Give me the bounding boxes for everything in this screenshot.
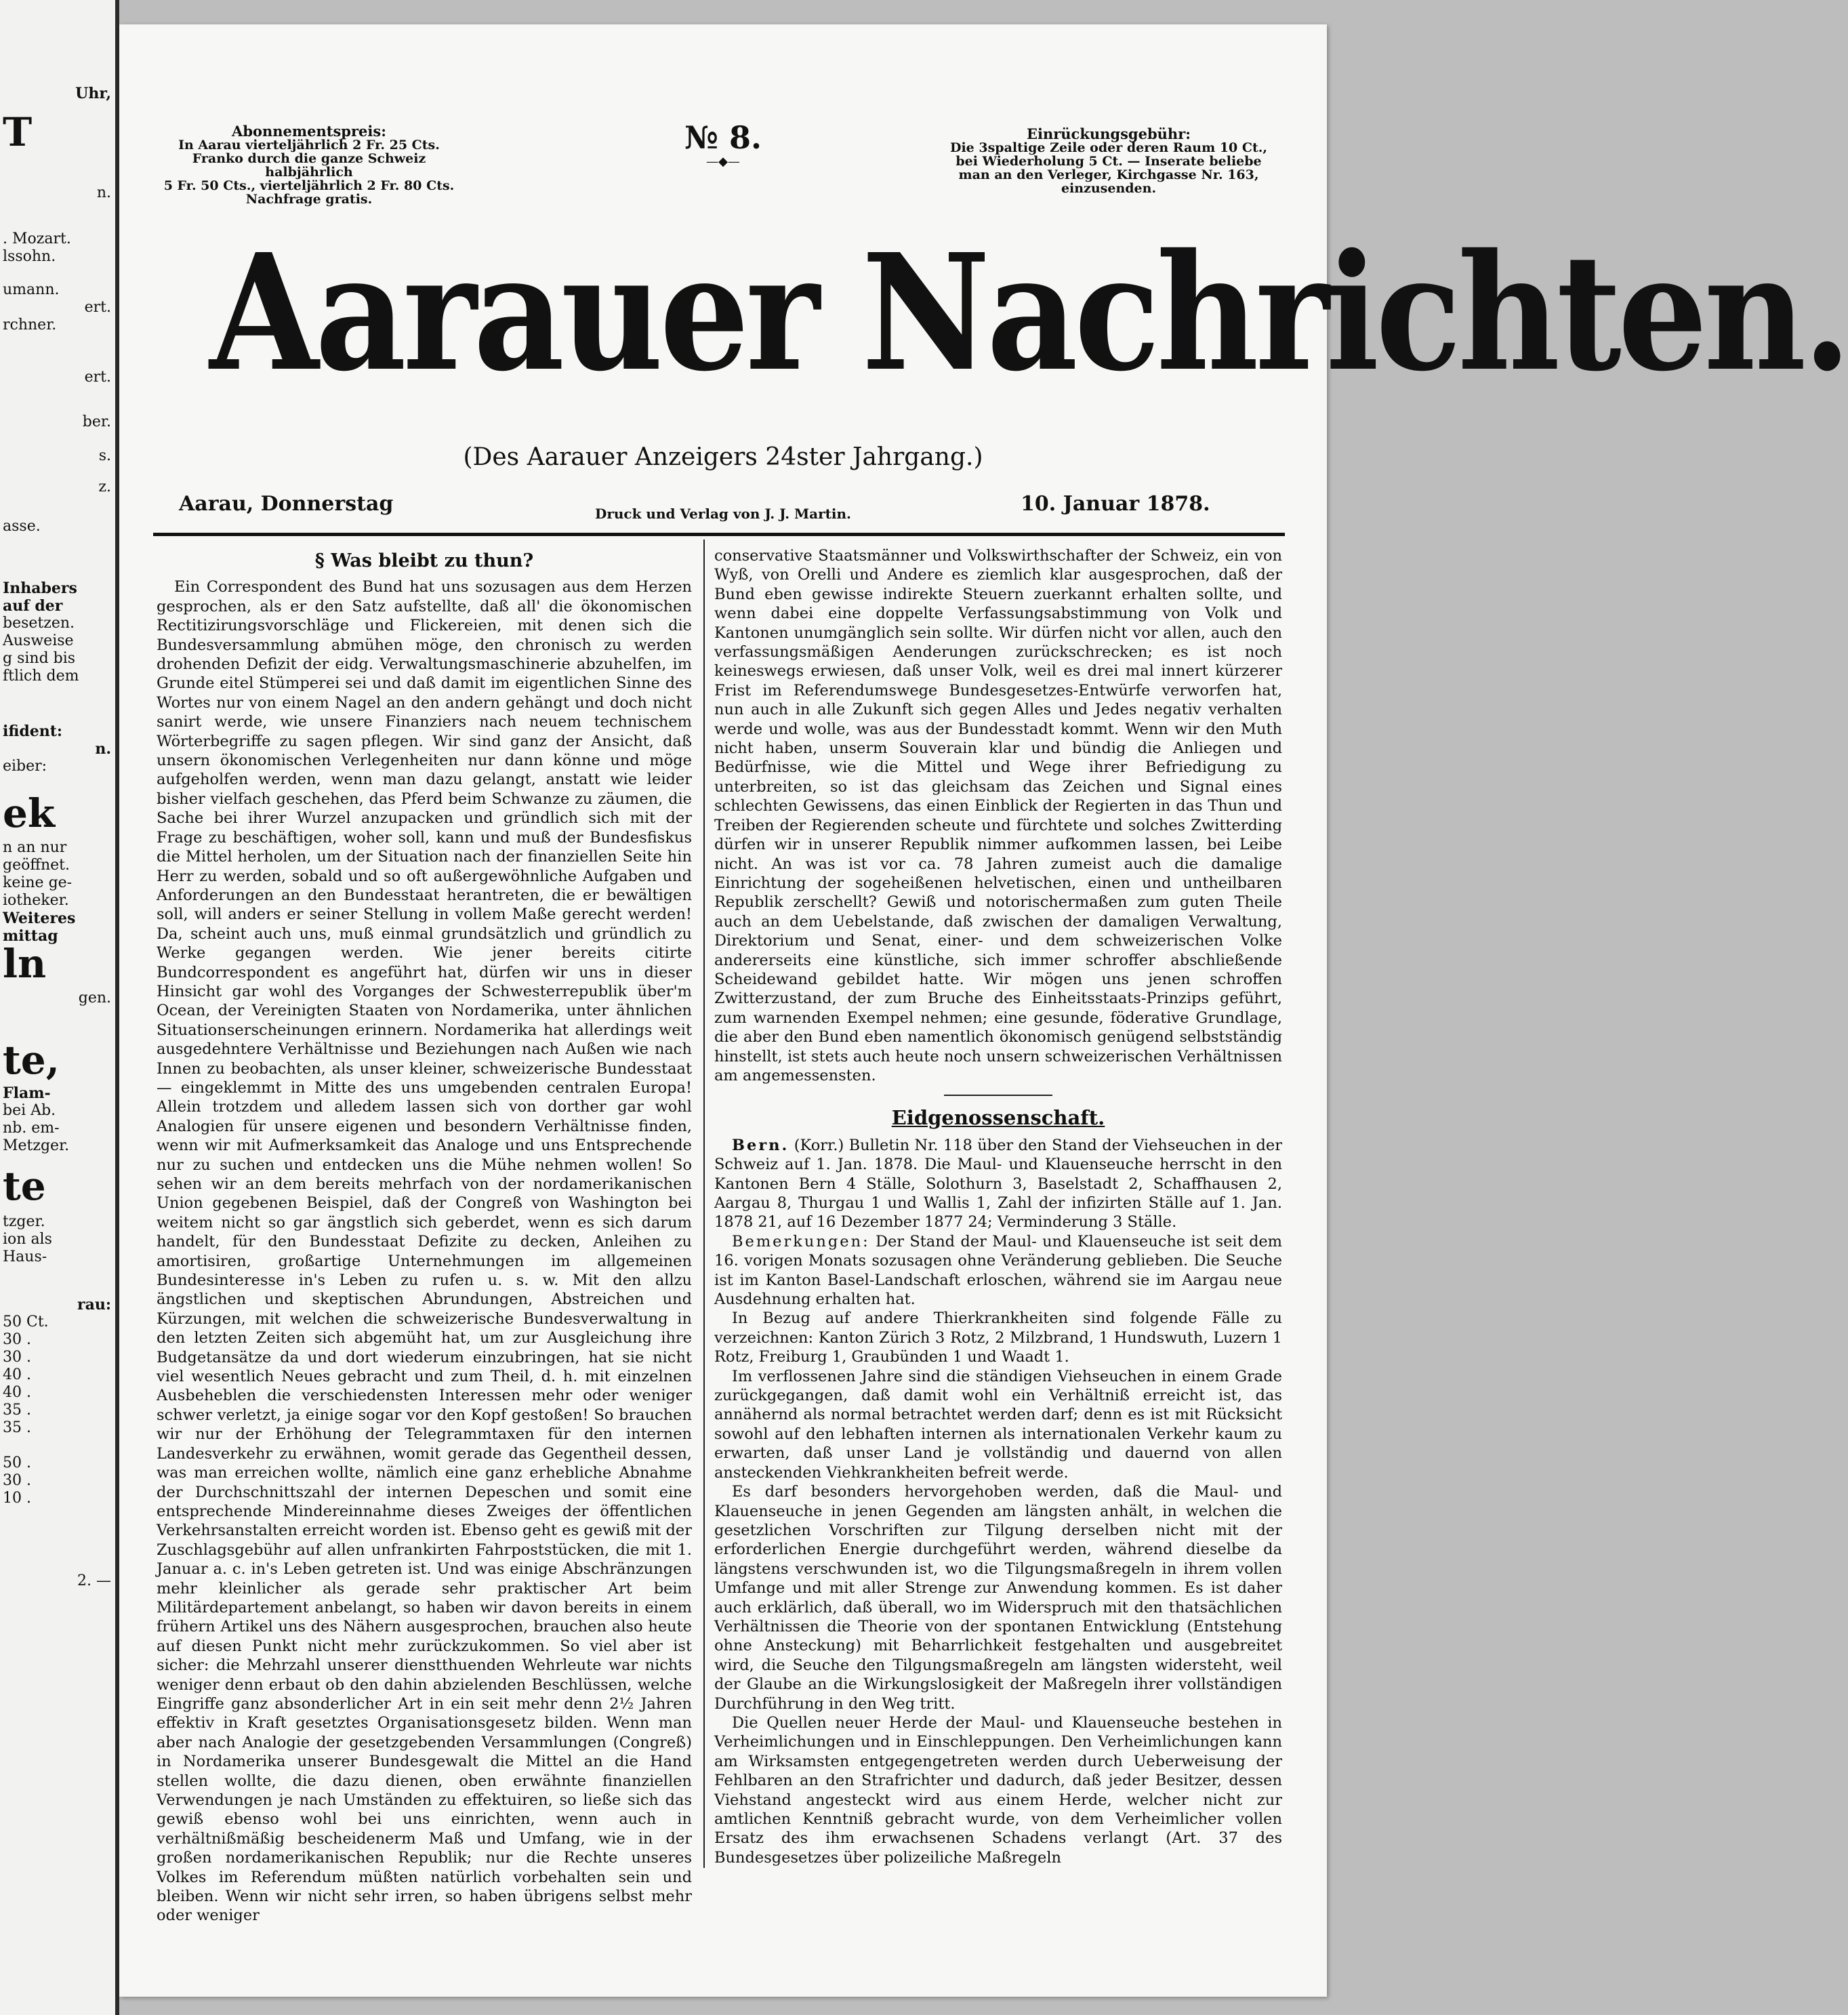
fragment-text-line: T [3, 109, 33, 155]
paragraph-text: Es darf besonders hervorgehoben werden, daß die Maul- und Klauenseuche in jenen Gegenden am längsten anhält, in welchen die gesetzlichen Vorschriften zur Tilgung derselben nicht mit der erforderlichen Energie durchgeführt werden, während dieselbe da längstens verschwunden ist, wo die Tilgungsmaßregeln in ihrem vollen Umfange und mit aller Strenge zur Anwendung kommen. Es ist daher auch erklärlich, daß überall, wo im Widerspruch mit den thatsächlichen Verhältnissen die Theorie von der spontanen Entwicklung (Entstehung ohne Ansteckung) mit Beharrlichkeit festgehalten und ausgebreitet wird, die Seuche den Tilgungsmaßregeln am längsten widersteht, weil der Glaube an die Wirkungslosigkeit der Maßregeln ihrer vollständigen Durchführung in den Weg tritt. [714, 1483, 1282, 1713]
masthead-subtitle: (Des Aarauer Anzeigers 24ster Jahrgang.) [463, 443, 983, 471]
fragment-text-line: ion als [3, 1231, 52, 1248]
fragment-text-line: Haus- [3, 1248, 47, 1265]
news-paragraph [714, 1232, 1282, 1309]
paragraph-lead: Bemerkungen: [732, 1232, 870, 1250]
dateline-printer: Druck und Verlag von J. J. Martin. [594, 506, 851, 522]
fragment-text-line: bei Ab. [3, 1102, 56, 1119]
fragment-text-line: Flam- [3, 1084, 51, 1102]
fragment-text-line: ber. [82, 413, 111, 430]
paragraph-lead: Bern. [732, 1136, 789, 1154]
fragment-text-line: g sind bis [3, 650, 76, 667]
fragment-text-line: te, [3, 1037, 60, 1083]
fragment-text-line: mittag [3, 927, 58, 945]
fragment-text-line: 40 . [3, 1384, 31, 1401]
news-paragraph [714, 1713, 1282, 1867]
paragraph-text: Im verflossenen Jahre sind die ständigen Viehseuchen in einem Grade zurückgegangen, daß damit wohl ein Verhältniß erreicht ist, das annähernd als normal betrachtet werden darf; denn es ist mit Rücksicht sowohl auf den lebhaften internen als internationalen Verkehr kaum zu erwarten, daß unser Land je vollständig und dauernd von allen ansteckenden Viehkrankheiten befreit werde. [714, 1367, 1282, 1482]
article-paragraph: Ein Correspondent des Bund hat uns sozusagen aus dem Herzen gesprochen, als er den Satz aufstellte, daß all' die ökonomischen Rectitizirungsvorschläge und Flickereien, mit denen sich die Bundesversammlung abmühen möge, den chronisch zu werden drohenden Defizit der eidg. Verwaltungsmaschinerie abzuhelfen, im Grunde eitel Stümperei sei und daß damit im eigentlichen Sinne des Wortes nur von einem Nagel an den andern gehängt und doch nicht sanirt werde, wie unsere Finanziers nach neuem technischem Wörterbegriffe zu sagen pflegen. Wir sind ganz der Ansicht, daß unsern ökonomischen Verlegenheiten nur dann könne und möge aufgeholfen werden, wenn man dazu gelangt, anstatt wie leider bisher vielfach geschehen, das Pferd beim Schwanze zu zäumen, die Sache bei ihrer Wurzel anzupacken und gründlich sich mit der Frage zu beschäftigen, woher soll, kann und muß der Bundesfiskus die Mittel herholen, um der Situation nach der finanziellen Seite hin Herr zu werden, sobald und so oft außergewöhnliche Aufgaben und Anforderungen an den Bundesstaat herantreten, die er bewältigen soll, will anders er seiner Stellung in vollem Maße gerecht werden! Da, scheint auch uns, muß einmal grundsätzlich und gründlich zu Werke gegangen werden. Wie jener bereits citirte Bundcorrespondent es angeführt hat, dürfen wir uns in dieser Hinsicht gar wohl des Vorganges der Schwesterrepublik über'm Ocean, der Vereinigten Staaten von Nordamerika, unter ähnlichen Situationserscheinungen erinnern. Nordamerika hat allerdings weit ausgedehntere Verhältnisse und Beziehungen nach Außen wie nach Innen zu beobachten, als unser kleiner, schweizerische Bundesstaat — eingeklemmt in Mitte des uns umgebenden centralen Europa! Allein trotzdem und alledem lassen sich von dorther gar wohl Analogien für unsere eigenen und besondern Verhältnisse finden, wenn wir mit Aufmerksamkeit das Analoge und uns Entsprechende nur zu suchen und entdecken uns die Mühe nehmen wollen! So sehen wir an dem bereits mehrfach von der nordamerikanischen Union gegebenen Beispiel, daß der Congreß von Washington bei weitem nicht so gar ängstlich sich geberdet, wenn es sich darum handelt, für den Bundesstaat Defizite zu decken, Anleihen zu amortisiren, großartige Unternehmungen im allgemeinen Bundesinteresse in's Leben zu rufen u. s. w. Mit den allzu ängstlichen und skeptischen Abrundungen, Abstreichen und Kürzungen, mit welchen die schweizerische Bundesverwaltung in den letzten Zeiten sich abgemüht hat, um zur Ausgleichung ihre Budgetansätze da und dort wiederum einzubringen, hat sie nicht viel wesentlich Neues gebracht und zum Theil, d. h. mit einzelnen Ausbeheblen die verschiedensten Interessen mehr oder weniger schwer verletzt, ja einige sogar vor den Kopf gestoßen! So brauchen wir nur der Erhöhung der Telegrammtaxen für den internen Landesverkehr zu erwähnen, womit gerade das Gegentheil dessen, was man erreichen wollte, nämlich eine ganz erhebliche Abnahme der Durchschnittszahl der internen Depeschen und somit eine entsprechende Mindereinnahme dieses Zweiges der öffentlichen Verkehrsanstalten erreicht worden ist. Ebenso geht es gewiß mit der Zuschlagsgebühr auf allen unfrankirten Fahrpoststücken, die mit 1. Januar a. c. in's Leben getreten ist. Und was einige Abschränzungen mehr kleinlicher als gerade sehr praktischer Art beim Militärdepartement anbelangt, so haben wir davon bereits in einem frühern Artikel uns des Nähern ausgesprochen, brauchen also heute auf diesen Punkt nicht mehr zurückzukommen. So viel aber ist sicher: die Mehrzahl unserer dienstthuenden Wehrleute war nichts weniger denn erbaut ob den dahin abzielenden Beschlüssen, welche Eingriffe ganz absonderlicher Art in ein seit mehr denn 2½ Jahren effektiv in Kraft gesetztes Organisationsgesetz bilden. Wenn man aber nach Analogie der gesetzgebenden Versammlungen (Congreß) in Nordamerika unserer Bundesgewalt die Mittel an die Hand stellen wollte, die dazu dienen, oben erwähnte finanziellen Verwendungen je nach Umständen zu effektuiren, so ließe sich das gewiß ebenso wohl bei uns einrichten, wenn auch in verhältnißmäßig bescheidenerm Maß und Umfang, wie in der großen nordamerikanischen Republik; nur die Rechte unseres Volkes im Referendum müßten natürlich vorbehalten sein und bleiben. Wenn wir nicht sehr irren, so haben übrigens selbst mehr oder weniger [157, 578, 692, 1925]
fragment-text-line: Uhr, [75, 85, 111, 102]
fragment-text-line: . Mozart. [3, 230, 71, 247]
fragment-text-line: n. [96, 184, 111, 201]
insertion-line: man an den Verleger, Kirchgasse Nr. 163, [958, 167, 1259, 182]
fragment-text-line: auf der [3, 597, 63, 615]
insertion-info [932, 127, 1285, 195]
fragment-text-line: eiber: [3, 758, 47, 775]
fragment-text-line: ifident: [3, 722, 63, 740]
fragment-text-line: gen. [78, 990, 111, 1006]
fragment-text-line: 40 . [3, 1366, 31, 1383]
subscription-line: Franko durch die ganze Schweiz halbjährlich [192, 151, 426, 180]
article-title: § Was bleibt zu thun? [314, 550, 534, 571]
fragment-text-line: keine ge- [3, 874, 73, 891]
fragment-text-line: rchner. [3, 317, 57, 333]
fragment-text-line: 50 Ct. [3, 1314, 49, 1330]
fragment-text-line: ert. [84, 369, 111, 386]
news-paragraph [714, 1367, 1282, 1482]
fragment-text-line: 30 . [3, 1331, 31, 1348]
fragment-text-line: 30 . [3, 1472, 31, 1489]
fragment-text-line: 30 . [3, 1349, 31, 1366]
fragment-text-line: Inhabers [3, 579, 77, 597]
fragment-text-line: rau: [77, 1296, 111, 1314]
fragment-text-line: 35 . [3, 1419, 31, 1436]
fragment-text-line: ert. [84, 299, 111, 316]
dateline-date: 10. Januar 1878. [1021, 492, 1210, 516]
news-paragraph [714, 1309, 1282, 1366]
fragment-text-line: geöffnet. [3, 857, 70, 874]
fragment-text-line: 35 . [3, 1402, 31, 1419]
fragment-text-line: ek [3, 790, 56, 836]
news-paragraph [714, 1482, 1282, 1713]
fragment-text-line: n. [95, 740, 111, 758]
article-column-1 [157, 546, 692, 1926]
fragment-text-line: te [3, 1163, 46, 1209]
fragment-text-line: nb. em- [3, 1120, 60, 1137]
insertion-heading: Einrückungsgebühr: [1026, 125, 1191, 142]
subscription-line: 5 Fr. 50 Cts., vierteljährlich 2 Fr. 80 Cts. [163, 178, 455, 193]
newspaper-page [119, 24, 1848, 1997]
fragment-text-line: ftlich dem [3, 668, 79, 685]
dateline-place: Aarau, Donnerstag [179, 492, 394, 516]
paragraph-text: Die Quellen neuer Herde der Maul- und Klauenseuche bestehen in Verheimlichungen und in Einschleppungen. Den Verheimlichungen kann am Wirksamsten entgegengetreten werden durch Ueberweisung der Fehlbaren an den Strafrichter und dadurch, daß jeder Besitzer, dessen Viehstand angesteckt wird aus einem Herde, welcher nicht zur amtlichen Kenntniß gebracht wurde, von dem Verheimlicher vollen Ersatz des ihm erwachsenen Schadens verlangt (Art. 37 des Bundesgesetzes über polizeiliche Maßregeln [714, 1713, 1282, 1867]
subscription-line: Nachfrage gratis. [245, 192, 373, 207]
fragment-text-line: lssohn. [3, 248, 56, 265]
fragment-text-line: besetzen. [3, 615, 75, 632]
column-divider [703, 540, 705, 1868]
issue-number: № 8. —◆— [119, 119, 1327, 168]
paragraph-text: In Bezug auf andere Thierkrankheiten sind folgende Fälle zu verzeichnen: Kanton Zürich 3 Rotz, 2 Milzbrand, 1 Hundswuth, Luzern 1 Rotz, Freiburg 1, Graubünden 1 und Waadt 1. [714, 1309, 1282, 1366]
fragment-text-line: tzger. [3, 1213, 45, 1230]
insertion-line: einzusenden. [1061, 181, 1157, 196]
header-rule [153, 533, 1285, 536]
fragment-text-line: s. [98, 447, 111, 464]
fragment-text-line: z. [98, 479, 111, 495]
news-paragraph [714, 1136, 1282, 1232]
paragraph-text: (Korr.) Bulletin Nr. 118 über den Stand der Viehseuchen in der Schweiz auf 1. Jan. 1878. Die Maul- und Klauenseuche herrscht in den Kantonen Bern 4 Ställe, Solothurn 3, Baselstadt 2, Schaffhausen 2, Aargau 8, Thurgau 1 und Wallis 1, Zahl der infizirten Ställe auf 1. Jan. 1878 21, auf 16 Dezember 1877 24; Verminderung 3 Ställe. [714, 1136, 1282, 1232]
ornament-divider: —◆— [706, 155, 740, 169]
article-column-2 [714, 546, 1282, 1867]
adjacent-page-fragment [0, 0, 119, 2015]
fragment-text-line: ln [3, 941, 47, 987]
insertion-line: Die 3spaltige Zeile oder deren Raum 10 Ct., [949, 140, 1268, 155]
fragment-text-line: Ausweise [3, 632, 74, 649]
subscription-heading: Abonnementspreis: [232, 123, 386, 140]
fragment-text-line: 10 . [3, 1490, 31, 1507]
fragment-text-line: n an nur [3, 839, 67, 856]
article-continuation: conservative Staatsmänner und Volkswirthschafter der Schweiz, ein von Wyß, von Orelli und Andere es ziemlich klar ausgesprochen, daß der Bund eben gewisse indirekte Steuern zuerkannt erhalten sollte, und wenn dabei eine doppelte Verfassungsabstimmung von Volk und Kantonen unumgänglich sein sollte. Wir dürfen nicht vor allen, auch den verfassungsmäßigen Aenderungen zurückschrecken; es ist noch keineswegs erwiesen, daß unser Volk, weil es drei mal innert kürzerer Frist im Referendumswege Bundesgesetzes-Entwürfe verworfen hat, nun auch in alle Zukunft sich gegen Alles und Jedes negativ verhalten werde und wolle, was aus der Bundesstadt kommt. Wenn wir den Muth nicht haben, unserm Souverain klar und bündig die Anliegen und Bedürfnisse, wie die Mittel und Wege ihrer Befriedigung zu unterbreiten, so ist das gleichsam das Zeichen und Signal eines schlechten Gewissens, das einen Einblick der Regierten in das Thun und Treiben der Regierenden scheute und fürchtete und solches Zwitterding dürfen wir in unserer Republik nimmer aufkommen lassen, bei Leibe nicht. An was ist vor ca. 78 Jahren zumeist auch die damalige Einrichtung der sogeheißenen helvetischen, einen und untheilbaren Republik zerschellt? Gewiß und notorischermaßen zum guten Theile auch an dem Uebelstande, daß zwischen der damaligen Verwaltung, Direktorium und Senat, einer- und dem schweizerischen Volke andererseits eine künstliche, sich immer schroffer abschließende Scheidewand gebildet hatte. Wir mögen uns jenen schroffen Zwitterzustand, der zum Bruche des Einheitsstaats-Prinzips geführt, zum warnenden Exempel nehmen; eine gesunde, föderative Grundlage, die aber den Bund eben namentlich ökonomisch genügend selbstständig hinstellt, ist stets auch heute noch unsern schweizerischen Verhältnissen am angemessensten. [714, 547, 1282, 1084]
section-rule [944, 1095, 1052, 1096]
section-title: Eidgenossenschaft. [891, 1106, 1105, 1130]
subscription-line: In Aarau vierteljährlich 2 Fr. 25 Cts. [178, 138, 440, 152]
fragment-text-line: Metzger. [3, 1137, 70, 1154]
paragraph-text: Der Stand der Maul- und Klauenseuche ist seit dem 16. vorigen Monats sozusagen ohne Veränderung geblieben. Die Seuche ist im Kanton Basel-Landschaft erloschen, während sie im Aargau neue Ausdehnung erhalten hat. [714, 1232, 1282, 1309]
fragment-text-line: asse. [3, 518, 41, 535]
masthead-title: Aarauer Nachrichten. [209, 218, 1848, 407]
fragment-text-line: 2. — [77, 1572, 111, 1589]
fragment-text-line: iotheker. [3, 892, 69, 909]
fragment-text-line: 50 . [3, 1454, 31, 1471]
fragment-text-line: umann. [3, 281, 60, 298]
fragment-text-line: Weiteres [3, 910, 76, 927]
insertion-line: bei Wiederholung 5 Ct. — Inserate beliebe [956, 154, 1262, 169]
